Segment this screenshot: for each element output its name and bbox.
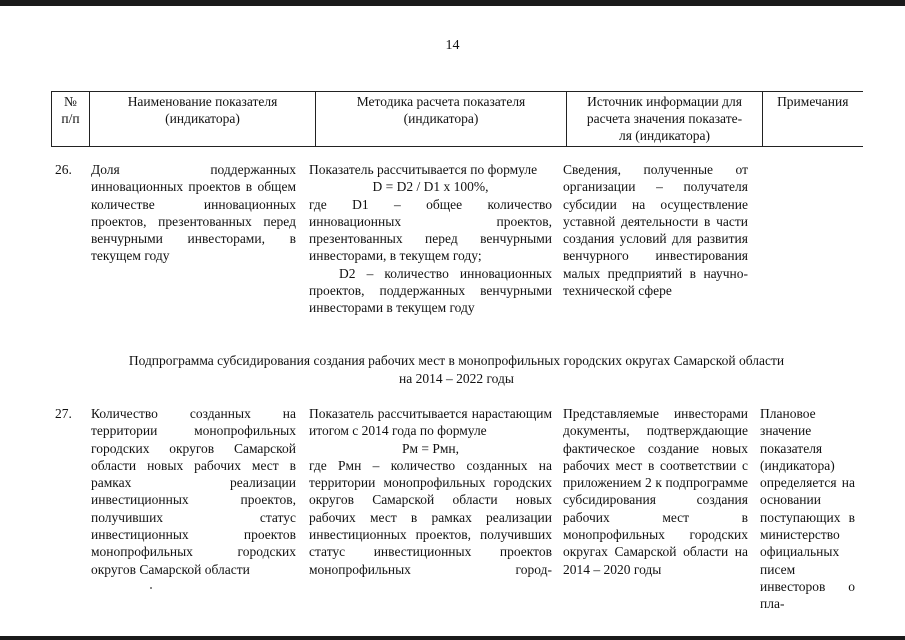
row-number: 26.	[55, 162, 72, 177]
row-number: 27.	[55, 406, 72, 421]
method-intro: Показатель рассчитывается по формуле	[309, 162, 538, 177]
method-second-variable: D2 – количество инновационных проектов, поддержанных венчурными инвесторами в текущем году	[309, 265, 552, 316]
notes: Плановое значение показателя (индикатора) определяется на основании поступающих в министерство официальных писем инвесторов о пла-	[760, 406, 855, 612]
subprogram-title	[51, 352, 862, 387]
top-scan-border	[0, 0, 905, 6]
calc-method	[309, 405, 552, 578]
bottom-scan-border	[0, 636, 905, 640]
indicator-name: Доля поддержанных инновационных проектов в общем количестве инновационных проектов, презентованных перед венчурными инвесторами, в текущем году	[91, 162, 296, 264]
table-header	[51, 91, 863, 147]
header-info-source: Источник информации для расчета значения показате- ля (индикатора)	[567, 92, 763, 147]
header-calc-method: Методика расчета показателя (индикатора)	[316, 92, 567, 147]
method-intro: Показатель рассчитывается нарастающим итогом с 2014 года по формуле	[309, 406, 552, 439]
calc-method	[309, 161, 552, 317]
subprogram-title-line-2: на 2014 – 2022 годы	[399, 370, 514, 386]
info-source: Сведения, полученные от организации – получателя субсидии на осуществление уставной деятельности в части создания условий для развития венчурного инвестирования малых предприятий в научно-технической сфере	[563, 162, 748, 299]
indicator-name: Количество созданных на территории монопрофильных городских округов Самарской области новых рабочих мест в рамках реализации инвестиционных проектов, получивших статус инвестиционных проектов монопрофильных городских округов Самарской области	[91, 406, 296, 577]
scan-speck	[150, 587, 152, 589]
page-number: 14	[445, 38, 460, 53]
method-formula: D = D2 / D1 x 100%,	[372, 179, 489, 195]
method-where: где Рмн – количество созданных на территории монопрофильных городских округов Самарской области новых рабочих мест в рамках реализации инвестиционных проектов, получивших статус инвестиционных проектов монопрофильных город-	[309, 457, 552, 577]
subprogram-title-line-1: Подпрограмма субсидирования создания рабочих мест в монопрофильных городских округах Самарской области	[128, 353, 785, 368]
method-where: где D1 – общее количество инновационных проектов, презентованных перед венчурными инвесторами, в текущем году;	[309, 196, 552, 264]
header-indicator-name: Наименование показателя (индикатора)	[90, 92, 316, 147]
method-formula: Рм = Рмн,	[401, 440, 460, 456]
header-num: № п/п	[52, 92, 90, 147]
header-notes: Примечания	[763, 92, 863, 147]
info-source: Представляемые инвесторами документы, подтверждающие фактическое создание новых рабочих мест в соответствии с приложением 2 к подпрограмме субсидирования создания рабочих мест в монопрофильных городских округах Самарской области на 2014 – 2020 годы	[563, 406, 748, 577]
